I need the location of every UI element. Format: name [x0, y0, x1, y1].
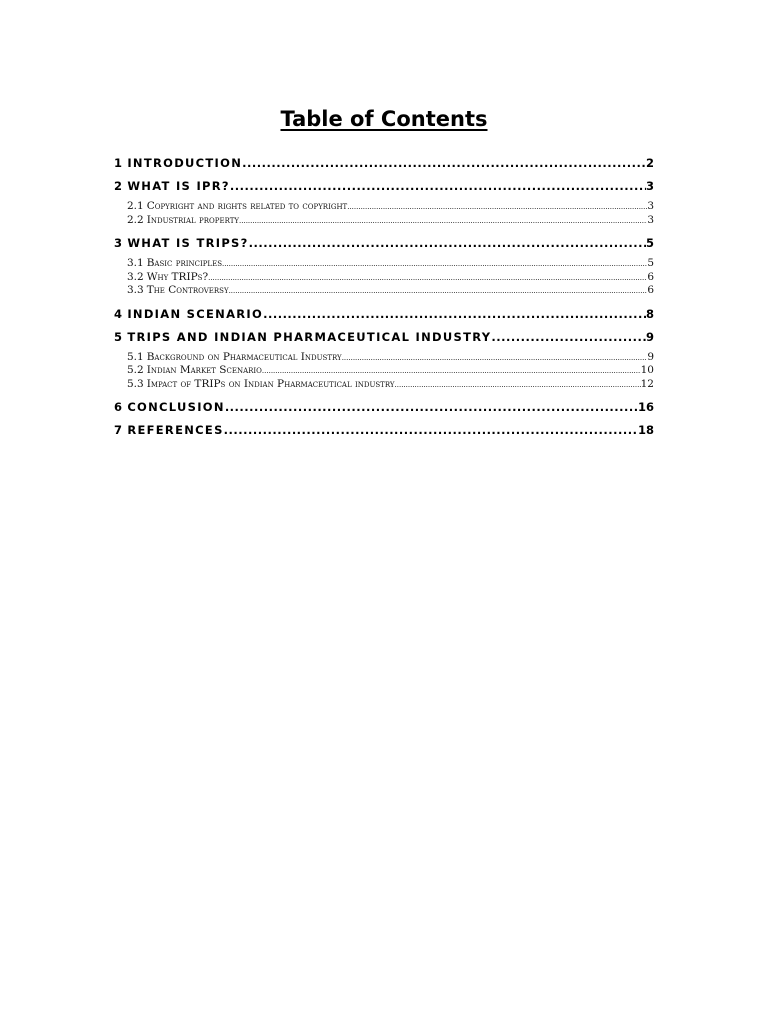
toc-entry-label: Impact of TRIPs on Indian Pharmaceutical industry: [146, 377, 395, 390]
toc-entry-number: 6: [114, 400, 124, 414]
toc-entry-what-is-trips[interactable]: [114, 232, 654, 255]
toc-dot-leader: [222, 257, 647, 271]
toc-entry-number: 1: [114, 156, 124, 170]
toc-entry-page: 3: [647, 213, 654, 226]
toc-entry-number: 2.2: [127, 213, 144, 226]
toc-entry-label: CONCLUSION: [127, 400, 225, 414]
toc-entry-label: Background on Pharmaceutical Industry: [146, 350, 342, 363]
toc-entry-number: 3.1: [127, 257, 144, 269]
toc-entry-page: 9: [647, 350, 654, 363]
toc-dot-leader: [347, 200, 647, 214]
toc-dot-leader: [242, 152, 646, 175]
toc-entry-copyright[interactable]: [127, 200, 654, 214]
toc-entry-the-controversy[interactable]: [127, 284, 654, 298]
toc-entry-number: 5: [114, 329, 124, 344]
toc-entry-conclusion[interactable]: [114, 396, 654, 419]
toc-entry-page: 10: [640, 364, 654, 376]
toc-entry-label: The Controversy: [146, 284, 229, 296]
toc-entry-what-is-ipr[interactable]: [114, 175, 654, 198]
toc-entry-number: 5.2: [127, 364, 144, 376]
toc-entry-page: 18: [637, 423, 654, 437]
toc-entry-page: 8: [645, 306, 654, 321]
toc-entry-references[interactable]: [114, 419, 654, 442]
toc-entry-page: 5: [647, 257, 654, 269]
toc-entry-label: TRIPS AND INDIAN PHARMACEUTICAL INDUSTRY: [127, 329, 492, 344]
toc-dot-leader: [263, 303, 646, 326]
toc-entry-background-pharma[interactable]: [127, 351, 654, 365]
toc-entry-indian-scenario[interactable]: [114, 303, 654, 326]
toc-dot-leader: [208, 271, 647, 285]
toc-entry-page: 16: [637, 400, 654, 414]
toc-entry-label: Copyright and rights related to copyright: [146, 200, 348, 212]
toc-entry-industrial-property[interactable]: [127, 214, 654, 228]
toc-entry-page: 2: [645, 156, 654, 170]
toc-dot-leader: [239, 214, 647, 228]
toc-entry-page: 6: [647, 284, 654, 296]
toc-dot-leader: [229, 284, 648, 298]
toc-entry-label: INDIAN SCENARIO: [127, 306, 264, 321]
toc-entry-number: 5.3: [127, 377, 144, 390]
toc-entry-page: 5: [645, 236, 654, 250]
toc-entry-label: WHAT IS IPR?: [127, 179, 230, 193]
toc-entry-number: 2.1: [127, 200, 144, 212]
toc-entry-indian-market-scenario[interactable]: [127, 364, 654, 378]
toc-dot-leader: [230, 175, 646, 198]
toc-entry-number: 3: [114, 236, 124, 250]
toc-entry-page: 12: [640, 377, 654, 390]
toc-entry-page: 6: [647, 270, 654, 283]
toc-entry-page: 3: [645, 179, 654, 193]
toc-entry-label: Basic principles: [146, 257, 222, 269]
toc-dot-leader: [249, 232, 646, 255]
toc-entry-label: Indian Market Scenario: [146, 364, 262, 376]
toc-entry-number: 7: [114, 423, 124, 437]
toc-entry-number: 3.3: [127, 284, 144, 296]
toc-dot-leader: [225, 396, 638, 419]
toc-dot-leader: [342, 351, 648, 365]
toc-entry-impact-of-trips[interactable]: [127, 378, 654, 392]
toc-entry-introduction[interactable]: [114, 152, 654, 175]
toc-dot-leader: [395, 378, 641, 392]
toc-entry-page: 9: [645, 329, 654, 344]
toc-entry-trips-and-indian-pharma[interactable]: [114, 326, 654, 349]
toc-dot-leader: [491, 326, 646, 349]
toc-entry-basic-principles[interactable]: [127, 257, 654, 271]
toc-entry-label: WHAT IS TRIPS?: [127, 236, 249, 250]
toc-dot-leader: [262, 364, 641, 378]
toc-entry-number: 2: [114, 179, 124, 193]
toc-entry-number: 3.2: [127, 270, 144, 283]
toc-entry-why-trips[interactable]: [127, 271, 654, 285]
toc-entry-label: Why TRIPs?: [146, 270, 209, 283]
toc-entry-number: 5.1: [127, 350, 144, 363]
toc-dot-leader: [224, 419, 638, 442]
toc-entry-number: 4: [114, 306, 124, 321]
toc-entry-label: Industrial property: [146, 213, 240, 226]
toc-entry-page: 3: [647, 200, 654, 212]
toc-title: Table of Contents: [280, 107, 488, 131]
toc-list: [114, 152, 654, 442]
toc-entry-label: REFERENCES: [127, 423, 224, 437]
toc-entry-label: INTRODUCTION: [127, 156, 243, 170]
